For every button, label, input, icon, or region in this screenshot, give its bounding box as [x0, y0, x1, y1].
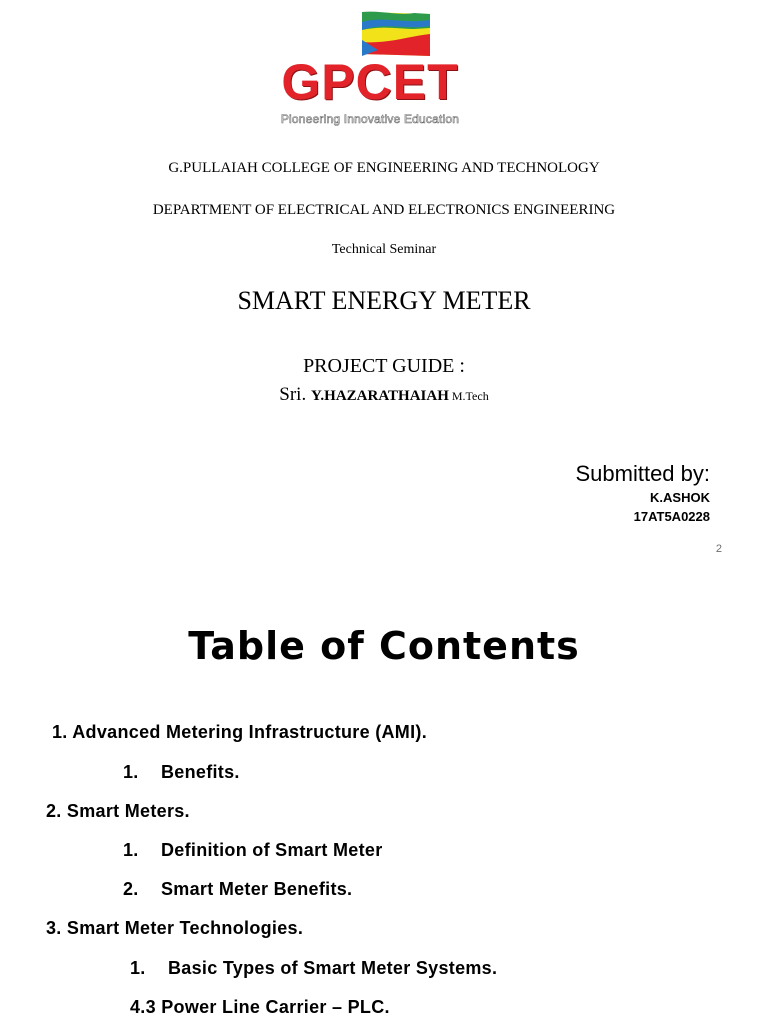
logo-wordmark: GPCET [281, 54, 459, 110]
toc-item-text: 3. Smart Meter Technologies. [46, 918, 304, 938]
student-id: 17AT5A0228 [633, 509, 710, 524]
guide-name: Y.HAZARATHAIAH [310, 388, 449, 404]
guide-degree: M.Tech [448, 389, 489, 403]
toc-subitem [123, 878, 352, 900]
toc-subitem-number: 1. [123, 762, 139, 782]
logo-tagline: Pioneering Innovative Education [280, 112, 460, 126]
guide-prefix: Sri. [279, 384, 311, 405]
toc-subitem-text: Smart Meter Benefits. [161, 879, 353, 899]
toc-item [52, 721, 427, 743]
toc-subitem-number: 1. [130, 958, 146, 978]
toc-subitem [123, 839, 383, 861]
seminar-label: Technical Seminar [331, 242, 437, 257]
toc-subitem [123, 761, 240, 783]
toc-subitem-text: Benefits. [161, 762, 240, 782]
toc-subitem-number: 2. [123, 879, 139, 899]
toc-subitem-number: 1. [123, 840, 139, 860]
toc-heading: Table of Contents [188, 624, 580, 668]
toc-item [46, 917, 303, 939]
toc-item-text: 4.3 Power Line Carrier – PLC. [130, 997, 390, 1017]
toc-item-text: 1. Advanced Metering Infrastructure (AMI). [52, 722, 427, 742]
page-number: 2 [715, 543, 722, 555]
toc-item [130, 996, 390, 1018]
submitted-by-label: Submitted by: [575, 461, 710, 486]
project-guide-label: PROJECT GUIDE : [303, 355, 465, 377]
toc-item-text: 2. Smart Meters. [46, 801, 190, 821]
toc-subitem-text: Basic Types of Smart Meter Systems. [168, 958, 498, 978]
department-name: DEPARTMENT OF ELECTRICAL AND ELECTRONICS ENGINEERING [152, 202, 616, 218]
project-guide-line [0, 383, 768, 408]
student-name: K.ASHOK [650, 490, 710, 505]
toc-item [46, 800, 190, 822]
toc-subitem [130, 957, 497, 979]
toc-subitem-text: Definition of Smart Meter [161, 840, 383, 860]
college-name: G.PULLAIAH COLLEGE OF ENGINEERING AND TECHNOLOGY [168, 160, 600, 176]
document-title: SMART ENERGY METER [237, 286, 531, 315]
